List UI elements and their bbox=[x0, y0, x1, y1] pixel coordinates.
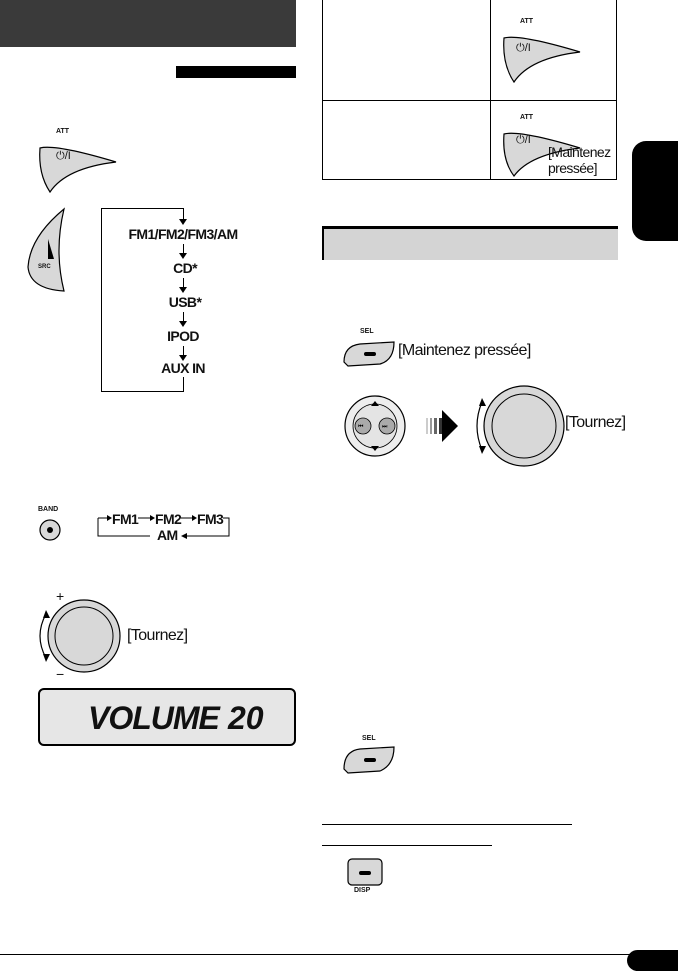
band-am: AM bbox=[157, 527, 178, 543]
att-label: ATT bbox=[56, 128, 70, 135]
att-label: ATT bbox=[520, 114, 534, 121]
volume-plus: + bbox=[56, 588, 65, 604]
sel-button[interactable] bbox=[340, 328, 396, 368]
att-power-button[interactable] bbox=[36, 128, 120, 198]
power-key-icon bbox=[500, 28, 584, 84]
underline-1 bbox=[322, 824, 572, 825]
page-number-tab bbox=[627, 950, 678, 971]
volume-minus: − bbox=[56, 666, 65, 682]
svg-text:⏮: ⏮ bbox=[358, 423, 364, 430]
underline-2 bbox=[322, 845, 492, 846]
band-fm3: FM3 bbox=[197, 511, 224, 527]
disp-label: DISP bbox=[354, 887, 371, 894]
source-item: USB* bbox=[168, 294, 202, 310]
knob-icon bbox=[34, 596, 126, 676]
src-label: SRC bbox=[38, 264, 51, 270]
src-button[interactable] bbox=[24, 207, 68, 293]
sel-key-icon bbox=[340, 340, 396, 368]
power-symbol: ⏻/I bbox=[56, 150, 71, 162]
table-att-button-1[interactable] bbox=[500, 18, 584, 88]
hold-note-line1: [Maintenez bbox=[548, 144, 611, 160]
section-header bbox=[322, 226, 618, 260]
disp-button[interactable] bbox=[346, 857, 386, 897]
band-cycle-arrows bbox=[95, 510, 235, 544]
power-key-icon bbox=[36, 138, 120, 194]
source-item: AUX IN bbox=[161, 360, 205, 376]
footer-rule bbox=[0, 954, 678, 955]
display-value: 20 bbox=[228, 700, 264, 736]
sel-label: SEL bbox=[360, 328, 374, 335]
att-label: ATT bbox=[520, 18, 534, 25]
band-fm2: FM2 bbox=[155, 511, 182, 527]
band-button[interactable] bbox=[38, 506, 68, 542]
header-bar bbox=[0, 0, 296, 47]
display-word: VOLUME bbox=[88, 700, 219, 736]
disp-key-icon bbox=[346, 857, 386, 887]
hold-note-line2: pressée] bbox=[548, 160, 597, 176]
sel-hold-note: [Maintenez pressée] bbox=[398, 342, 531, 359]
band-label: BAND bbox=[38, 506, 59, 513]
round-button-icon bbox=[38, 518, 62, 542]
control-pad-icon bbox=[343, 394, 407, 458]
source-item: FM1/FM2/FM3/AM bbox=[128, 226, 238, 242]
language-tab bbox=[632, 141, 678, 241]
tournez-label-right: [Tournez] bbox=[565, 414, 626, 431]
source-item: CD* bbox=[173, 260, 197, 276]
sel-key-icon bbox=[340, 745, 396, 775]
knob-icon bbox=[472, 376, 566, 476]
select-knob[interactable] bbox=[472, 376, 566, 476]
volume-knob[interactable] bbox=[34, 588, 126, 684]
power-symbol: ⏻/I bbox=[516, 134, 531, 146]
band-fm1: FM1 bbox=[112, 511, 139, 527]
src-key-icon bbox=[24, 207, 68, 293]
tournez-label: [Tournez] bbox=[127, 627, 188, 644]
power-symbol: ⏻/I bbox=[516, 42, 531, 54]
black-label-bar bbox=[176, 66, 296, 78]
control-pad[interactable] bbox=[343, 394, 407, 458]
transition-arrow-icon bbox=[426, 408, 458, 444]
source-item: IPOD bbox=[167, 328, 199, 344]
volume-display bbox=[38, 688, 296, 746]
sel-label: SEL bbox=[362, 735, 376, 742]
svg-text:⏭: ⏭ bbox=[382, 423, 388, 430]
sel-button-2[interactable] bbox=[340, 735, 396, 775]
